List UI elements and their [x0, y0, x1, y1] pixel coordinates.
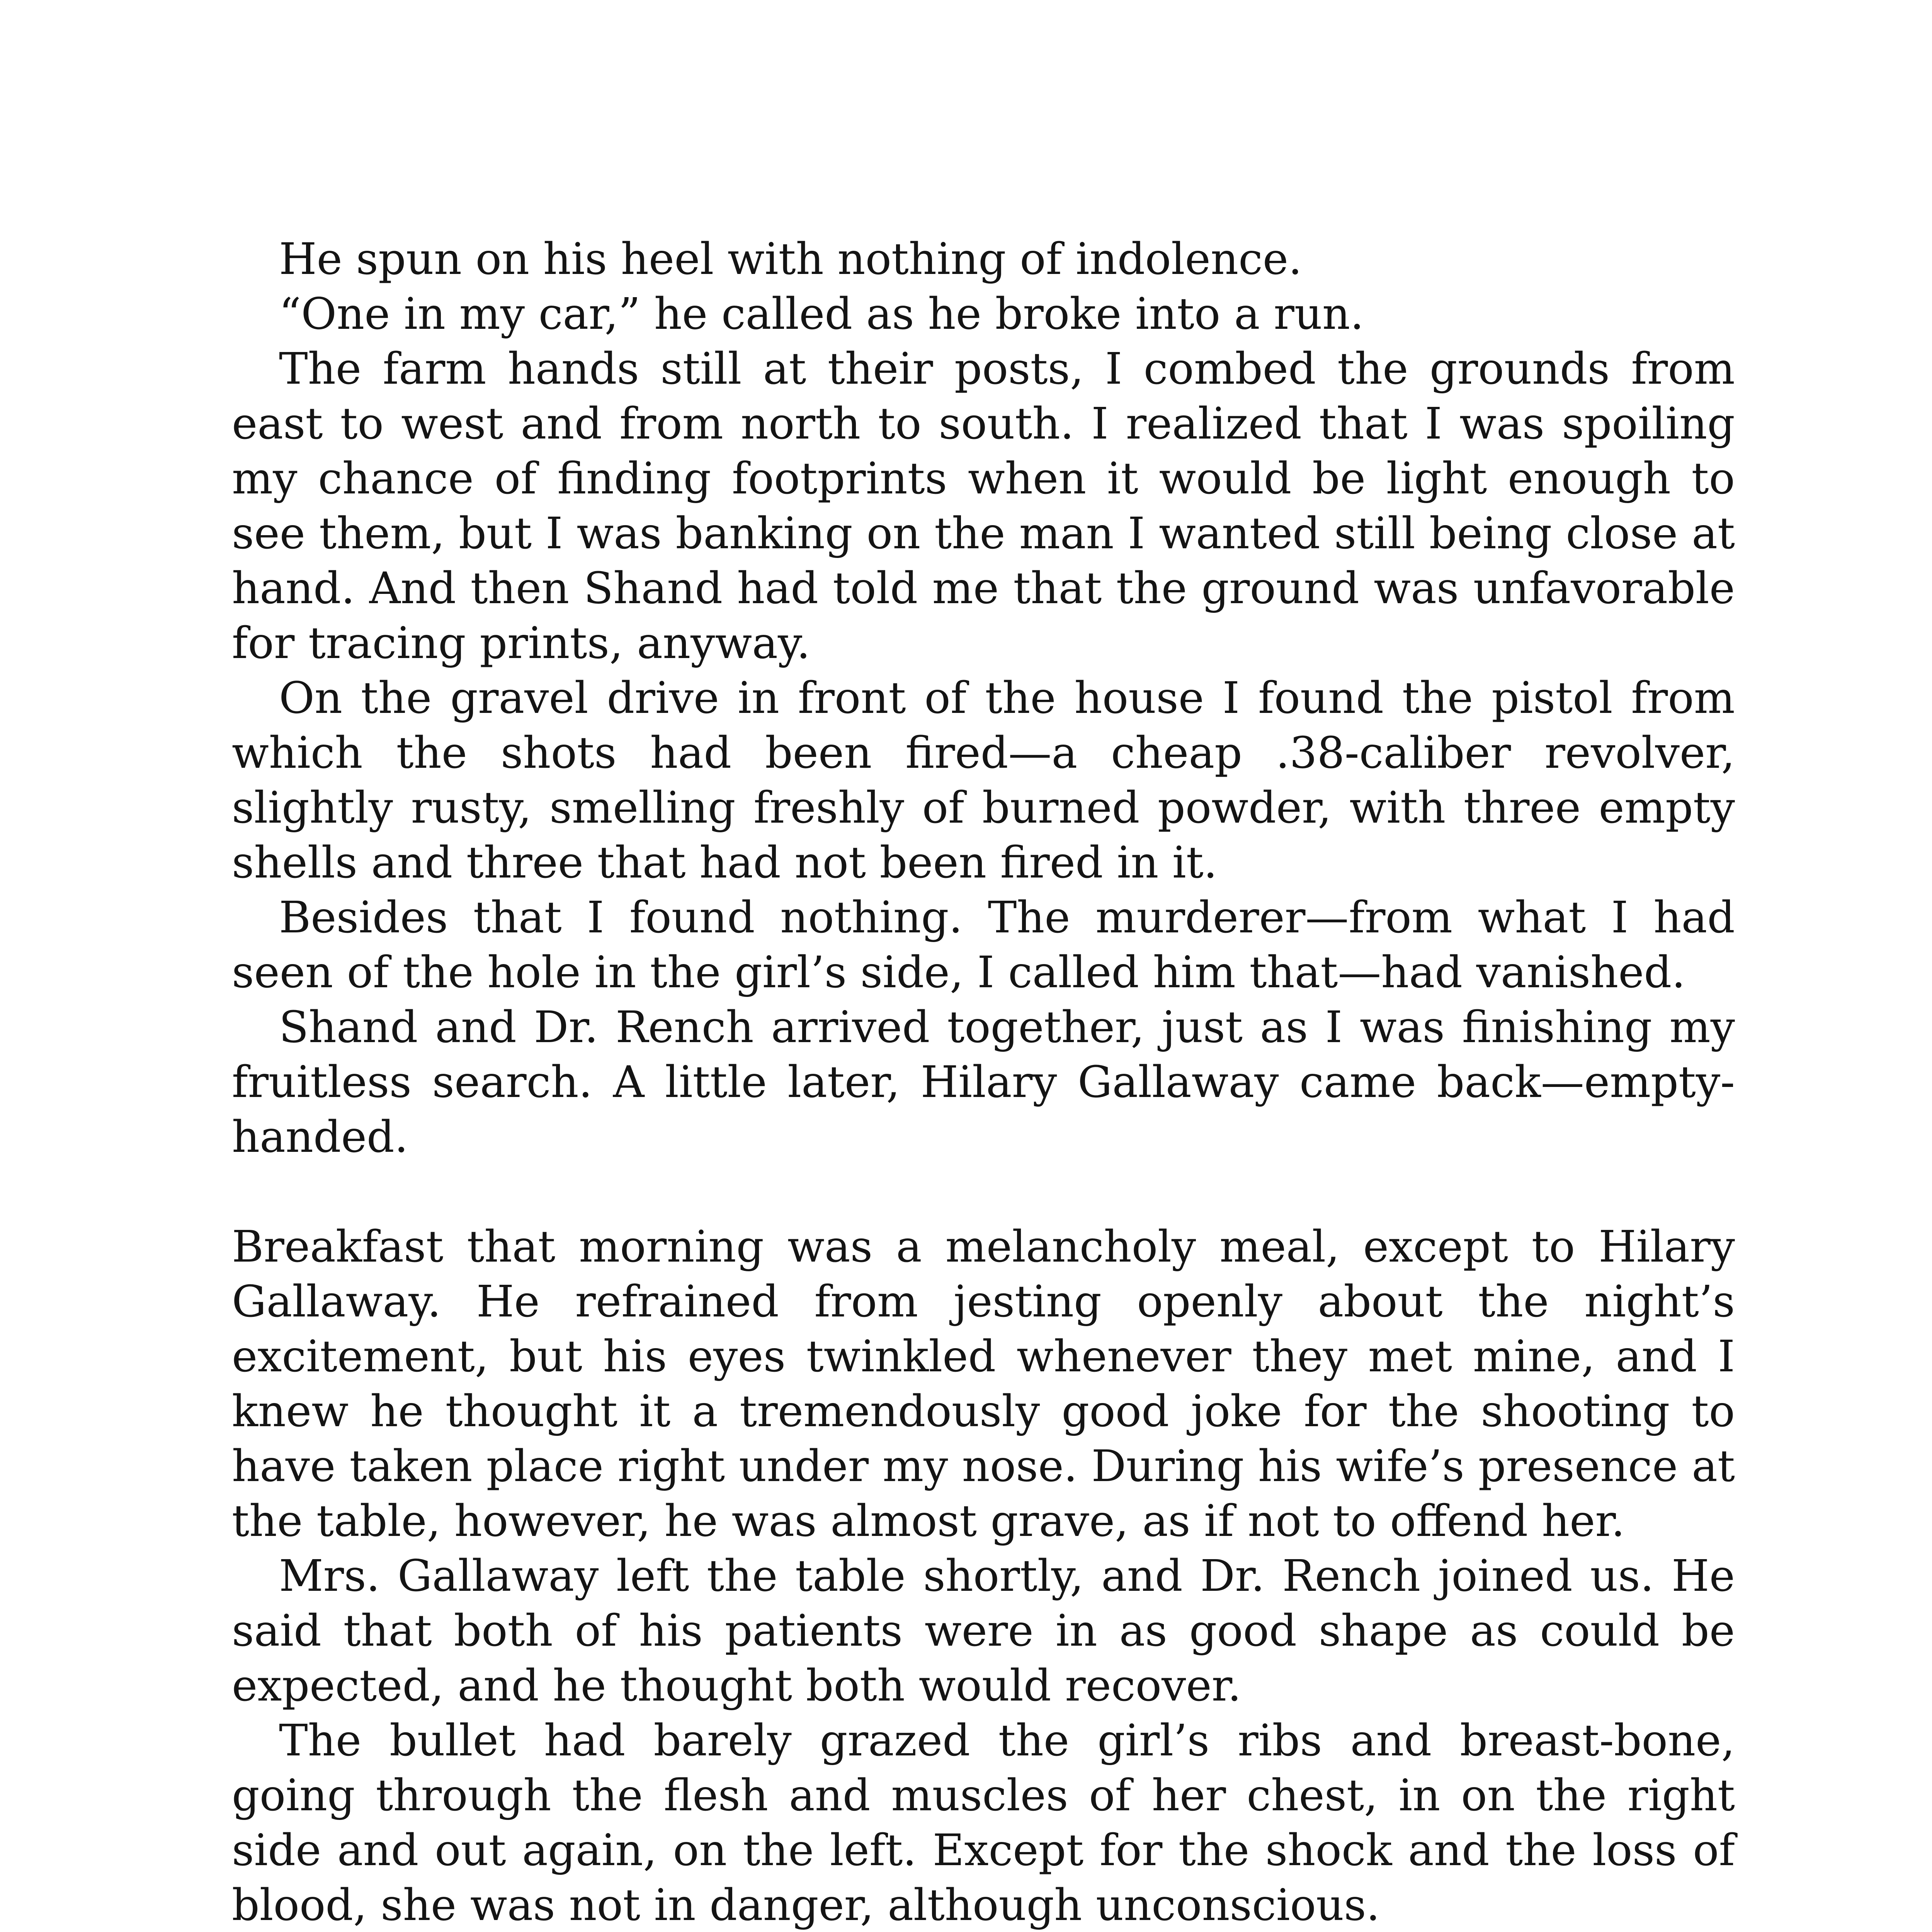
paragraph: The bullet had barely grazed the girl’s ribs and breast-bone, going through the flesh and muscles of her chest, in on the right side and out again, on the left. Except for the shock and the loss of blood, she was not in danger, although unconscious.: [232, 1716, 1735, 1930]
paragraph: “One in my car,” he called as he broke into a run.: [279, 289, 1364, 339]
paragraph: The farm hands still at their posts, I combed the grounds from east to west and from north to south. I realized that I was spoiling my chance of finding footprints when it would be light enough to see them, but I was banking on the man I wanted still being close at hand. And then Shand had told me that the ground was unfavorable for tracing prints, anyway.: [232, 344, 1735, 668]
section-break: [232, 1165, 1735, 1219]
paragraph: Shand and Dr. Rench arrived together, just as I was finishing my fruitless search. A little later, Hilary Gallaway came back—empty-handed.: [232, 1002, 1735, 1162]
paragraph: Besides that I found nothing. The murderer—from what I had seen of the hole in the girl’s side, I called him that—had vanished.: [232, 893, 1735, 998]
paragraph: On the gravel drive in front of the house I found the pistol from which the shots had been fired—a cheap .38-caliber revolver, slightly rusty, smelling freshly of burned powder, with three empty shells and three that had not been fired in it.: [232, 673, 1735, 888]
body-text: [232, 232, 1735, 1932]
paragraph: He spun on his heel with nothing of indolence.: [279, 234, 1302, 284]
paragraph: Mrs. Gallaway left the table shortly, and Dr. Rench joined us. He said that both of his patients were in as good shape as could be expected, and he thought both would recover.: [232, 1551, 1735, 1711]
section-opening-paragraph: Breakfast that morning was a melancholy meal, except to Hilary Gallaway. He refrained from jesting openly about the night’s excitement, but his eyes twinkled whenever they met mine, and I knew he thought it a tremendously good joke for the shooting to have taken place right under my nose. During his wife’s presence at the table, however, he was almost grave, as if not to offend her.: [232, 1222, 1735, 1546]
